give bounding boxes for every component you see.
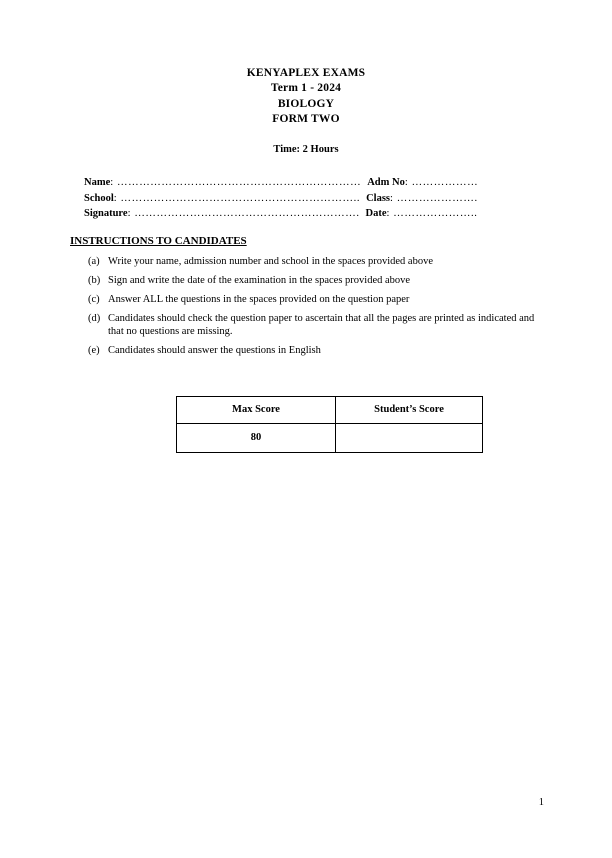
exam-header: [0, 66, 612, 127]
candidate-details: [0, 177, 612, 219]
detail-row-school: [84, 193, 534, 204]
max-score-header: Max Score: [177, 396, 336, 423]
signature-field[interactable]: : …………………………………………………….: [127, 208, 360, 220]
student-score-header: Student’s Score: [336, 396, 483, 423]
score-table: [176, 396, 483, 453]
adm-no-label: Adm No: [367, 177, 405, 189]
instruction-marker: (b): [88, 275, 101, 287]
exam-title-line-1: KENYAPLEX EXAMS: [246, 67, 366, 79]
adm-no-field[interactable]: : ………………: [404, 177, 479, 189]
instructions-heading-text: INSTRUCTIONS TO CANDIDATES: [70, 235, 247, 248]
page-number: 1: [538, 797, 544, 808]
instruction-marker: (e): [88, 345, 100, 357]
instruction-item: [88, 312, 542, 339]
exam-paper-page: [0, 66, 612, 858]
instruction-text: Candidates should check the question paper to ascertain that all the pages are printed as indicated and that no questions are missing.: [108, 312, 535, 338]
max-score-value: 80: [177, 423, 336, 452]
table-row: [177, 396, 483, 423]
exam-title-line-2: Term 1 - 2024: [270, 82, 342, 95]
exam-title-line-3: BIOLOGY: [277, 97, 335, 110]
name-field[interactable]: : …………………………………………………………: [110, 177, 362, 189]
name-label: Name: [84, 177, 111, 189]
instruction-marker: (c): [88, 294, 100, 305]
instruction-text: Write your name, admission number and school in the spaces provided above: [108, 256, 433, 268]
table-row: [177, 423, 483, 452]
detail-row-name: [84, 177, 534, 188]
class-field[interactable]: : ………………….: [390, 192, 478, 204]
instruction-marker: (d): [88, 312, 101, 324]
school-label: School: [84, 192, 114, 204]
signature-label: Signature: [84, 208, 128, 220]
school-field[interactable]: : ………………………………………………………..: [113, 192, 361, 204]
instruction-item: [88, 293, 542, 306]
instruction-text: Answer ALL the questions in the spaces provided on the question paper: [108, 294, 410, 305]
date-label: Date: [365, 208, 387, 220]
instruction-item: [88, 344, 542, 357]
class-label: Class: [366, 192, 390, 204]
instruction-item: [88, 255, 542, 268]
instructions-heading: [0, 235, 612, 247]
instruction-text: Sign and write the date of the examination in the spaces provided above: [108, 275, 411, 287]
student-score-value[interactable]: [336, 423, 483, 452]
instruction-text: Candidates should answer the questions in English: [108, 345, 321, 357]
score-table-wrapper: [0, 396, 612, 453]
date-field[interactable]: : …………………..: [386, 208, 478, 220]
instructions-list: [0, 255, 612, 358]
exam-duration: Time: 2 Hours: [273, 144, 339, 156]
instruction-marker: (a): [88, 256, 100, 268]
instruction-item: [88, 274, 542, 287]
detail-row-signature: [84, 208, 534, 219]
exam-title-line-4: FORM TWO: [272, 112, 340, 125]
